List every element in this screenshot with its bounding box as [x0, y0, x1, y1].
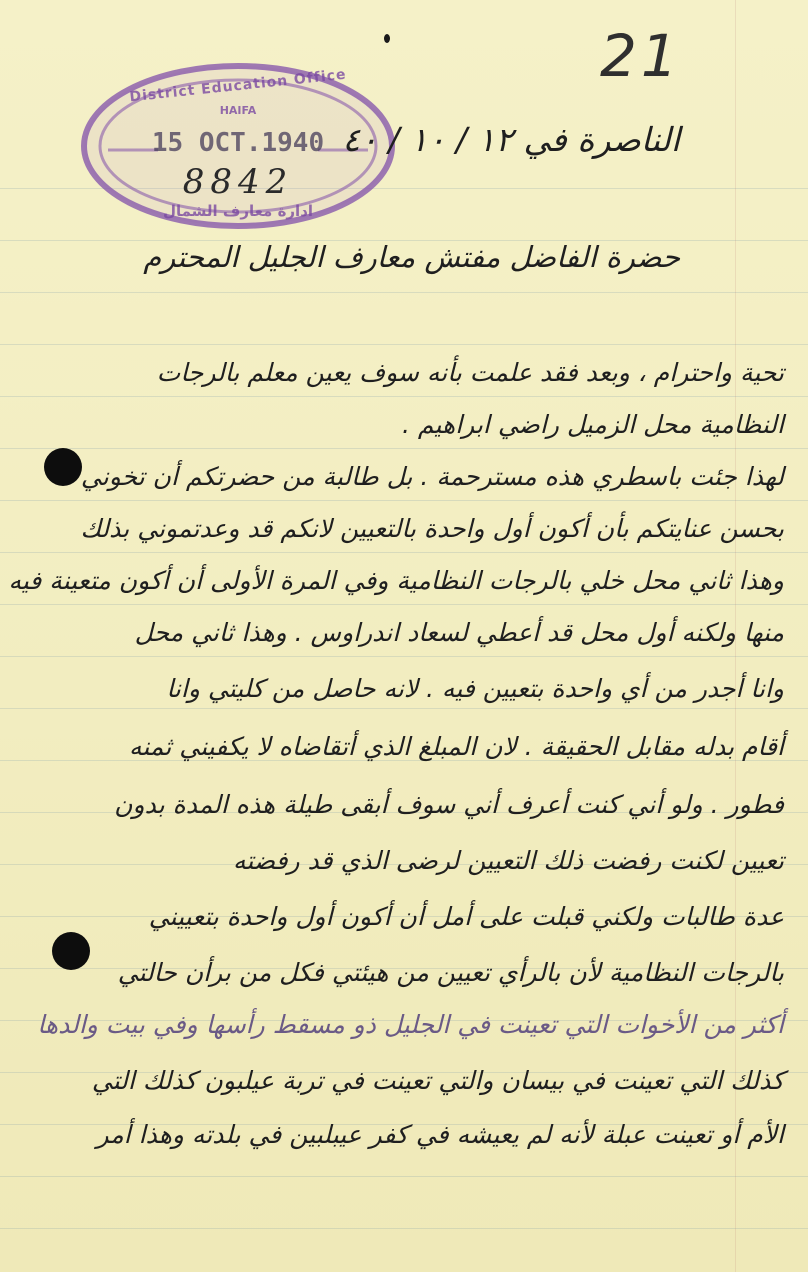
ruled-line	[0, 344, 808, 345]
ruled-line	[0, 1228, 808, 1229]
ruled-line	[0, 708, 808, 709]
folio-number: 21	[600, 22, 682, 90]
letter-date: الناصرة في ١٢ / ١٠ / ٤٠	[342, 120, 680, 159]
stamp-city: HAIFA	[219, 104, 257, 117]
body-line: منها ولكنه أول محل قد أعطي لسعاد اندراوس . وهذا ثاني محل	[134, 618, 784, 647]
punch-hole	[44, 448, 82, 486]
body-line: تحية واحترام ، وبعد فقد علمت بأنه سوف يعين معلم بالرجات	[156, 358, 784, 387]
stamp-date: 15 OCT.1940	[151, 128, 325, 158]
ruled-line	[0, 396, 808, 397]
ruled-line	[0, 552, 808, 553]
ruled-line	[0, 500, 808, 501]
stamp-arabic-label: ادارة معارف الشمال	[162, 202, 314, 220]
body-line: عدة طالبات ولكني قبلت على أمل أن أكون أول واحدة بتعييني	[148, 902, 784, 931]
ruled-line	[0, 1176, 808, 1177]
ruled-line	[0, 292, 808, 293]
body-line: النظامية محل الزميل راضي ابراهيم .	[401, 410, 784, 439]
ruled-line	[0, 604, 808, 605]
body-line: تعيين لكنت رفضت ذلك التعيين لرضى الذي قد رفضته	[232, 846, 784, 875]
pin-mark	[384, 34, 390, 43]
body-line: وانا أجدر من أي واحدة بتعيين فيه . لانه حاصل من كليتي وانا	[166, 674, 784, 703]
body-line: أكثر من الأخوات التي تعينت في الجليل ذو مسقط رأسها وفي بيت والدها	[37, 1010, 784, 1039]
body-line: الأم أو تعينت عبلة لأنه لم يعيشه في كفر عيبلبين في بلدته وهذا أمر	[96, 1120, 784, 1149]
ruled-line	[0, 448, 808, 449]
body-line: وهذا ثاني محل خلي بالرجات النظامية وفي المرة الأولى أن أكون متعينة فيه	[8, 566, 784, 595]
punch-hole	[52, 932, 90, 970]
body-line: كذلك التي تعينت في بيسان والتي تعينت في تربة عيلبون كذلك التي	[91, 1066, 784, 1095]
body-line: أقام بدله مقابل الحقيقة . لان المبلغ الذي أتقاضاه لا يكفيني ثمنه	[128, 732, 784, 761]
body-line: لهذا جئت باسطري هذه مسترحمة . بل طالبة من حضرتكم أن تخوني	[80, 462, 784, 491]
stamp-organization: District Education Office	[128, 66, 348, 106]
ruled-line	[0, 656, 808, 657]
body-line: فطور . ولو أني كنت أعرف أني سوف أبقى طيلة هذه المدة بدون	[114, 790, 784, 819]
letter-salutation: حضرة الفاضل مفتش معارف الجليل المحترم	[143, 240, 680, 274]
registration-number: 8842	[182, 162, 294, 202]
body-line: بالرجات النظامية لأن بالرأي تعيين من هيئتي فكل من برأن حالتي	[117, 958, 784, 987]
body-line: بحسن عنايتكم بأن أكون أول واحدة بالتعيين لانكم قد وعدتموني بذلك	[80, 514, 784, 543]
